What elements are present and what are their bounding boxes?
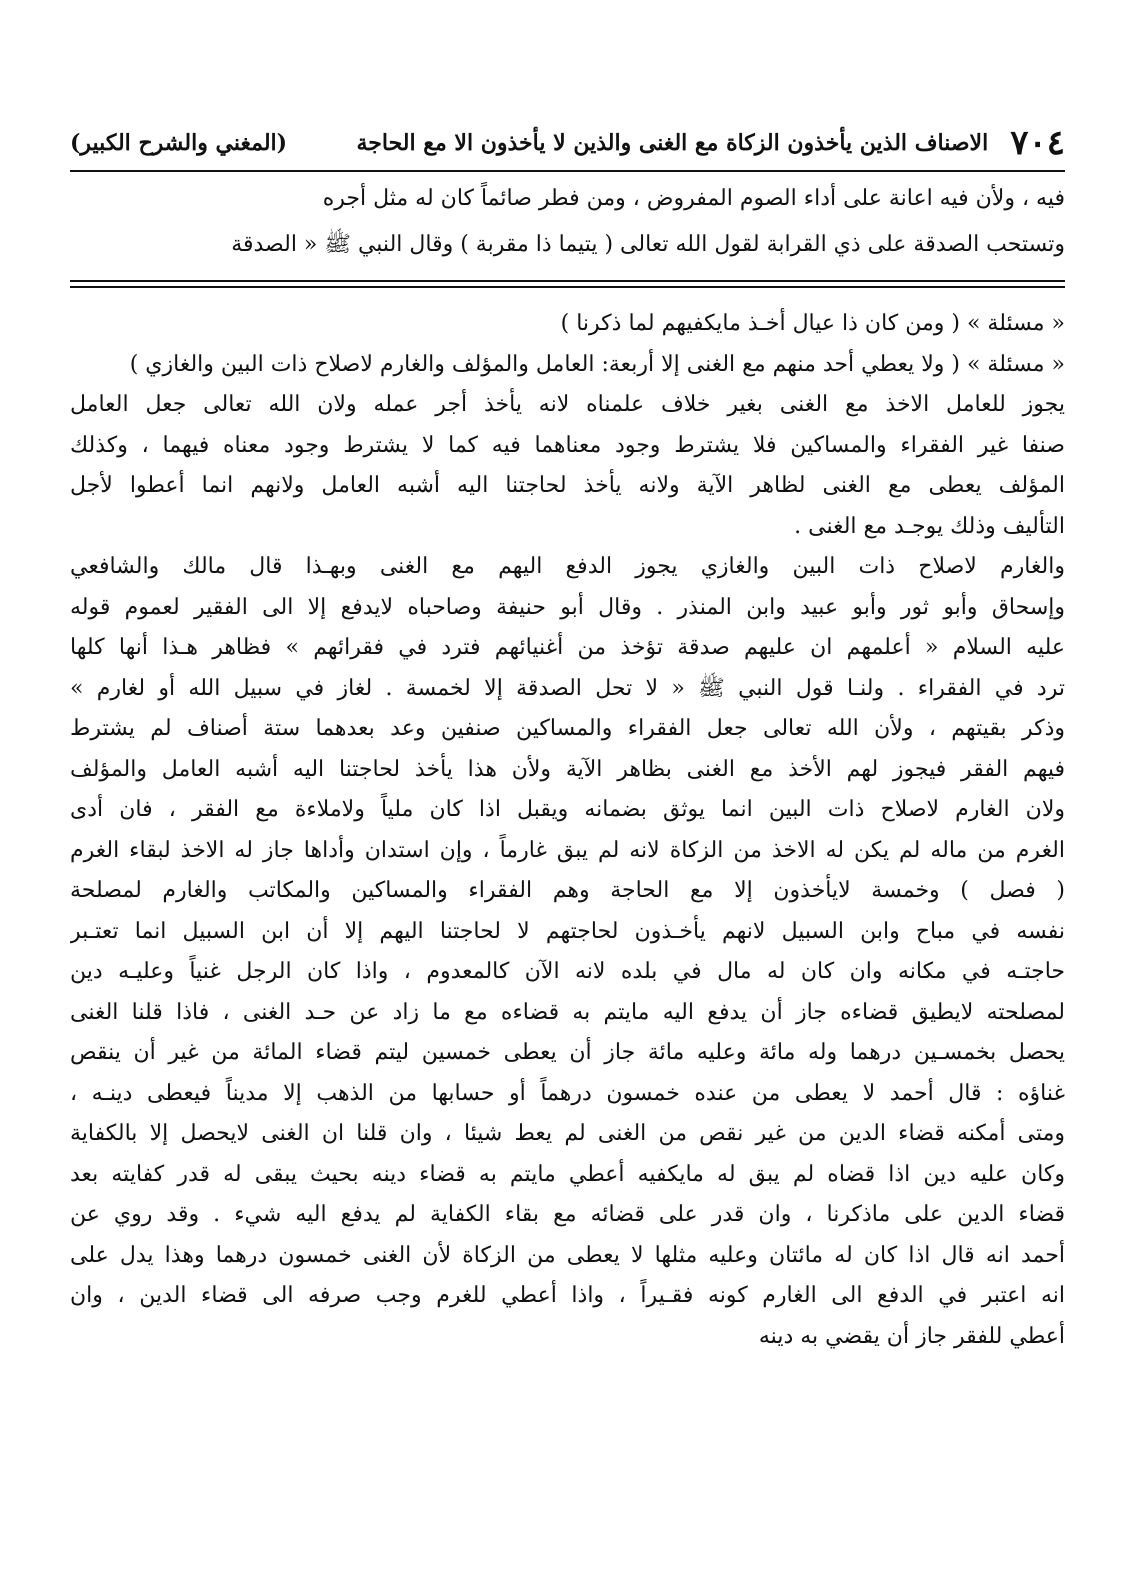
running-title: الاصناف الذين يأخذون الزكاة مع الغنى والذين لا يأخذون الا مع الحاجة (356, 130, 989, 156)
header-divider (70, 170, 1065, 172)
text-line: نفسه في مباح وابن السبيل لانهم يأخـذون لحاجتهم لا لحاجتنا اليهم إلا أن ابن السبيل انما تعتـبر (70, 918, 1065, 944)
text-line: أحمد انه قال اذا كان له مائتان وعليه مثلها لا يعطى من الزكاة لأن الغنى خمسون درهما وهذا يدل على (70, 1242, 1065, 1268)
text-line: يجوز للعامل الاخذ مع الغنى بغير خلاف علمناه لانه يأخذ أجر عمله ولان الله تعالى جعل العامل (70, 392, 1065, 417)
text-line: وإسحاق وأبو ثور وأبو عبيد وابن المنذر . وقال أبو حنيفة وصاحباه لايدفع إلا الى الفقير لعموم قوله (70, 594, 1065, 620)
text-line: فيهم الفقر فيجوز لهم الأخذ مع الغنى بظاهر الآية ولأن هذا يأخذ لحاجتنا اليه أشبه العامل والمؤلف (70, 756, 1065, 782)
text-line: ومتى أمكنه قضاء الدين من غير نقص من الغنى لم يعط شيئا ، وان قلنا ان الغنى لايحصل إلا بالكفاية (70, 1121, 1065, 1146)
text-line: حاجتـه في مكانه وان كان له مال في بلده لانه الآن كالمعدوم ، واذا كان الرجل غنياً وعليـه دين (70, 959, 1065, 984)
text-line: المؤلف يعطى مع الغنى لظاهر الآية ولانه يأخذ لحاجتنا اليه أشبه العامل ولانهم انما أعطوا لأجل (70, 473, 1065, 498)
text-line: لمصلحته لايطيق قضاءه جاز أن يدفع اليه مايتم به قضاءه مع ما زاد عن حـد الغنى ، فاذا قلنا الغنى (70, 999, 1065, 1025)
text-line: أعطي للفقر جاز أن يقضي به دينه (758, 1323, 1065, 1349)
text-line: صنفا غير الفقراء والمساكين فلا يشترط وجود معناهما فيه كما لا يشترط وجود معناه فيهما ، وكذلك (70, 432, 1065, 458)
page-header (70, 118, 1065, 168)
footnote-continuation (70, 176, 1065, 268)
section-divider (70, 280, 1065, 288)
fasl-heading: ( فصل ) وخمسة لايأخذون إلا مع الحاجة وهم الفقراء والمساكين والمكاتب والغارم لمصلحة (70, 878, 1065, 903)
text-line: ولان الغارم لاصلاح ذات البين انما يوثق بضمانه ويقبل اذا كان ملياً ولاملاءة مع الفقر ، فان أدى (70, 797, 1065, 822)
masala-heading: « مسئلة » ( ولا يعطي أحد منهم مع الغنى إلا أربعة: العامل والمؤلف والغارم لاصلاح ذات البين والغازي ) (129, 351, 1065, 377)
main-text (70, 304, 1065, 1357)
book-title: (المغني والشرح الكبير) (70, 130, 288, 156)
masala-heading: « مسئلة » ( ومن كان ذا عيال أخـذ مايكفيهم لما ذكرنا ) (560, 311, 1065, 336)
text-line: فيه ، ولأن فيه اعانة على أداء الصوم المفروض ، ومن فطر صائماً كان له مثل أجره (322, 186, 1065, 211)
text-line: انه اعتبر في الدفع الى الغارم كونه فقـيراً ، واذا أعطي للغرم وجب صرفه الى قضاء الدين ، وان (70, 1283, 1065, 1308)
text-line: غناؤه : قال أحمد لا يعطى من عنده خمسون درهماً أو حسابها من الذهب إلا مديناً فيعطى دينـه ، (70, 1080, 1065, 1106)
text-line: وكان عليه دين اذا قضاه لم يبق له مايكفيه أعطي مايتم به قضاء دينه بحيث يبقى له قدر كفايته بعد (70, 1161, 1065, 1187)
text-line: والغارم لاصلاح ذات البين والغازي يجوز الدفع اليهم مع الغنى وبهـذا قال مالك والشافعي (70, 554, 1065, 579)
text-line: ترد في الفقراء . ولنـا قول النبي ﷺ « لا تحل الصدقة إلا لخمسة . لغاز في سبيل الله أو لغارم » (70, 675, 1065, 701)
text-line: يحصل بخمسـين درهما وله مائة وعليه مائة جاز أن يعطى خمسين ليتم قضاء المائة من غير أن ينقص (70, 1040, 1065, 1065)
page-number: ٧٠٤ (1010, 123, 1065, 163)
text-line: وتستحب الصدقة على ذي القرابة لقول الله تعالى ( يتيما ذا مقربة ) وقال النبي ﷺ « الصدقة (231, 232, 1065, 257)
text-line: الغرم من ماله لم يكن له الاخذ من الزكاة لانه لم يبق غارماً ، وإن استدان وأداها جاز له الاخذ لبقاء الغرم (70, 837, 1065, 863)
text-line: عليه السلام « أعلمهم ان عليهم صدقة تؤخذ من أغنيائهم فترد في فقرائهم » فظاهر هـذا أنها كلها (70, 635, 1065, 660)
text-line: التأليف وذلك يوجـد مع الغنى . (794, 513, 1065, 539)
text-line: قضاء الدين على ماذكرنا ، وان قدر على قضائه مع بقاء الكفاية لم يدفع اليه شيء . وقد روي عن (70, 1202, 1065, 1227)
text-line: وذكر بقيتهم ، ولأن الله تعالى جعل الفقراء والمساكين صنفين وعد بعدهما ستة أصناف لم يشترط (70, 716, 1065, 741)
